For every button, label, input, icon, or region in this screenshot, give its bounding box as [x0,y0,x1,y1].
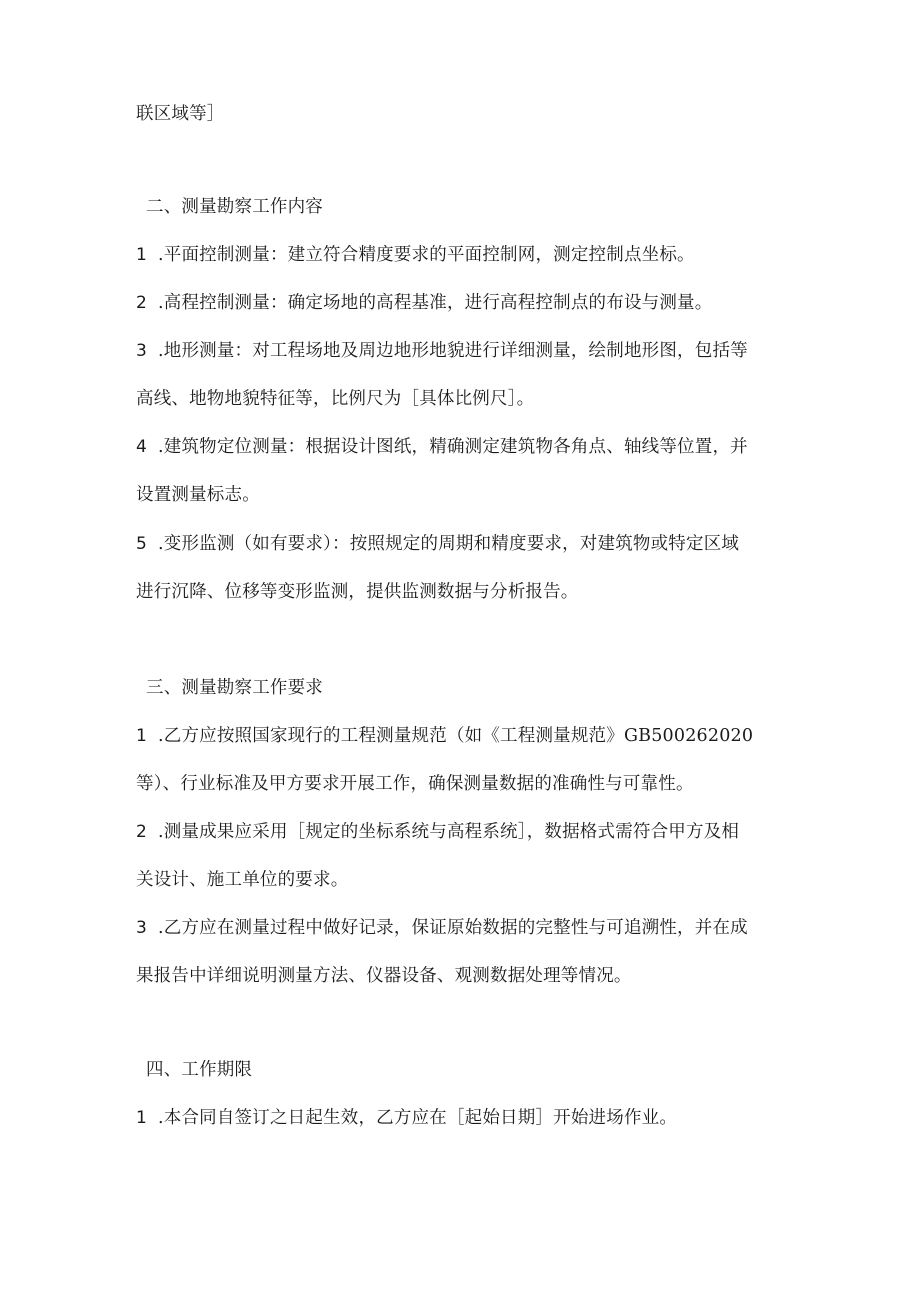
item-text: .平面控制测量：建立符合精度要求的平面控制网，测定控制点坐标。 [158,245,695,265]
paragraph-text: 设置测量标志。 [136,485,260,505]
item-number: 1 [136,245,148,265]
section-heading [146,195,323,219]
paragraph-text: 关设计、施工单位的要求。 [136,870,349,890]
list-item [136,1106,677,1130]
item-text: .地形测量：对工程场地及周边地形地貌进行详细测量，绘制地形图，包括等 [158,341,748,361]
paragraph-line [136,102,225,126]
item-number: 1 [136,1108,148,1128]
paragraph-line [136,483,260,507]
item-text: .测量成果应采用［规定的坐标系统与高程系统］，数据格式需符合甲方及相 [158,822,740,842]
item-text: .高程控制测量：确定场地的高程基准，进行高程控制点的布设与测量。 [158,293,713,313]
list-item [136,339,748,363]
item-text: .建筑物定位测量：根据设计图纸，精确测定建筑物各角点、轴线等位置，并 [158,437,748,457]
heading-text: 三、测量勘察工作要求 [146,678,323,698]
section-heading [146,676,323,700]
item-text: .乙方应按照国家现行的工程测量规范（如《工程测量规范》GB500262020 [158,726,754,746]
list-item [136,820,739,844]
item-text: .变形监测（如有要求）：按照规定的周期和精度要求，对建筑物或特定区域 [158,534,740,554]
item-number: 3 [136,918,148,938]
paragraph-line [136,387,534,411]
paragraph-text: 联区域等］ [136,104,225,124]
paragraph-line [136,772,694,796]
list-item [136,724,753,748]
paragraph-text: 等）、行业标准及甲方要求开展工作，确保测量数据的准确性与可靠性。 [136,774,694,794]
paragraph-text: 果报告中详细说明测量方法、仪器设备、观测数据处理等情况。 [136,966,632,986]
paragraph-line [136,580,579,604]
paragraph-text: 进行沉降、位移等变形监测，提供监测数据与分析报告。 [136,582,579,602]
heading-text: 二、测量勘察工作内容 [146,197,323,217]
list-item [136,916,748,940]
item-number: 1 [136,726,148,746]
item-number: 4 [136,437,148,457]
paragraph-line [136,964,632,988]
paragraph-text: 高线、地物地貌特征等，比例尺为［具体比例尺］。 [136,389,535,409]
heading-text: 四、工作期限 [146,1060,253,1080]
item-text: .乙方应在测量过程中做好记录，保证原始数据的完整性与可追溯性，并在成 [158,918,748,938]
section-heading [146,1058,252,1082]
item-number: 5 [136,534,148,554]
list-item [136,532,739,556]
paragraph-line [136,868,348,892]
list-item [136,291,712,315]
item-number: 2 [136,822,148,842]
item-number: 2 [136,293,148,313]
item-number: 3 [136,341,148,361]
list-item [136,435,748,459]
item-text: .本合同自签订之日起生效，乙方应在［起始日期］开始进场作业。 [158,1108,678,1128]
list-item [136,243,695,267]
